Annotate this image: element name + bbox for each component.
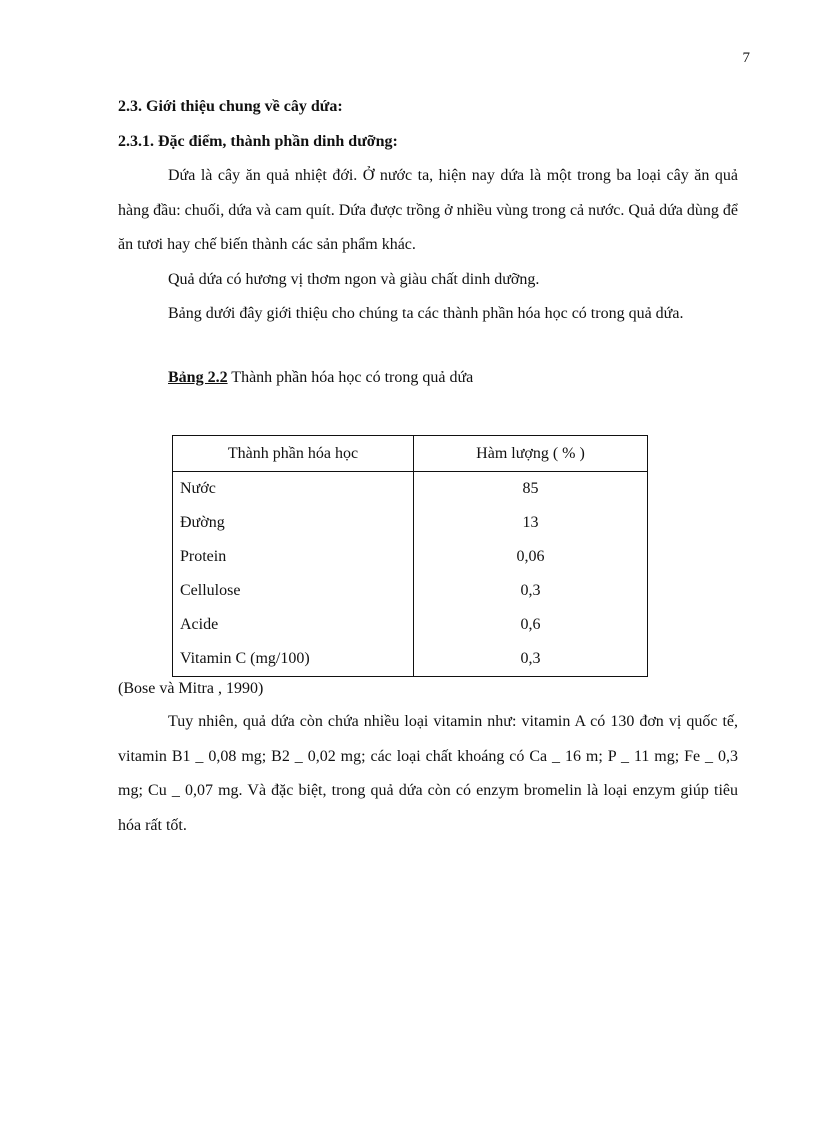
table-cell-component: Acide [173, 608, 414, 642]
table-cell-value: 0,6 [414, 608, 648, 642]
table-cell-value: 0,3 [414, 574, 648, 608]
table-cell-component: Đường [173, 506, 414, 540]
table-row [173, 506, 648, 540]
subsection-heading: 2.3.1. Đặc điểm, thành phần dinh dưỡng: [118, 133, 398, 150]
table-cell-value: 85 [414, 472, 648, 507]
paragraph-intro: Dứa là cây ăn quả nhiệt đới. Ở nước ta, hiện nay dứa là một trong ba loại cây ăn quả hàng đầu: chuối, dứa và cam quít. Dứa được trồng ở nhiều vùng trong cả nước. Quả dứa dùng để ăn tươi hay chế biến thành các sản phẩm khác. [118, 167, 738, 254]
table-header-component: Thành phần hóa học [173, 436, 414, 472]
table-cell-value: 0,06 [414, 540, 648, 574]
paragraph-flavor: Quả dứa có hương vị thơm ngon và giàu chất dinh dưỡng. [168, 271, 540, 288]
table-cell-component: Nước [173, 472, 414, 507]
paragraph-vitamins: Tuy nhiên, quả dứa còn chứa nhiều loại vitamin như: vitamin A có 130 đơn vị quốc tế, vitamin B1 _ 0,08 mg; B2 _ 0,02 mg; các loại chất khoáng có Ca _ 16 m; P _ 11 mg; Fe _ 0,3 mg; Cu _ 0,07 mg. Và đặc biệt, trong quả dứa còn có enzym bromelin là loại enzym giúp tiêu hóa rất tốt. [118, 713, 738, 834]
table-row [173, 574, 648, 608]
table-caption [168, 369, 473, 387]
page-number: 7 [742, 50, 750, 66]
composition-table [172, 435, 648, 677]
table-cell-component: Vitamin C (mg/100) [173, 642, 414, 677]
table-cell-component: Cellulose [173, 574, 414, 608]
table-row [173, 642, 648, 677]
section-heading: 2.3. Giới thiệu chung về cây dứa: [118, 98, 343, 115]
table-row [173, 608, 648, 642]
table-row [173, 540, 648, 574]
table-source-citation: (Bose và Mitra , 1990) [118, 680, 264, 697]
table-caption-text: Thành phần hóa học có trong quả dứa [227, 369, 474, 386]
table-cell-component: Protein [173, 540, 414, 574]
table-caption-label: Bảng 2.2 [168, 369, 228, 386]
table-row [173, 472, 648, 507]
table-cell-value: 0,3 [414, 642, 648, 677]
table-header-content: Hàm lượng ( % ) [414, 436, 648, 472]
table-cell-value: 13 [414, 506, 648, 540]
paragraph-table-intro: Bảng dưới đây giới thiệu cho chúng ta các thành phần hóa học có trong quả dứa. [168, 305, 684, 322]
